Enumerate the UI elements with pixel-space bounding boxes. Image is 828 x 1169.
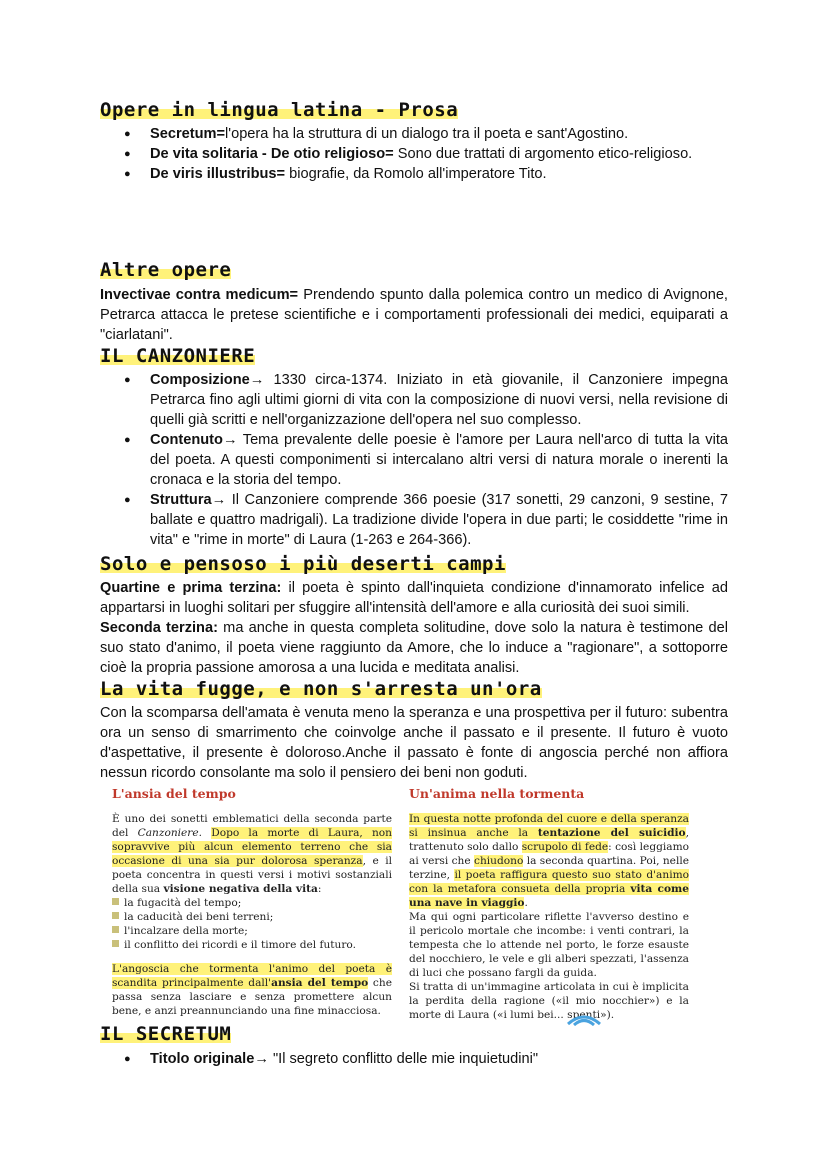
book-excerpt-image [112,786,692,1021]
list-item: ● Titolo originale→ "Il segreto conflitto delle mie inquietudini" [100,1049,740,1069]
canzoniere-list [100,370,728,550]
book-right-paragraph-2: Ma qui ogni particolare riflette l'avverso destino e il pericolo mortale che incombe: i venti contrari, la tempesta che lo attende nel porto, le forze esauste del nocchiero, le vele e gli alberi spezzati, l'assenza di luci che possano fargli da guida. [409,911,689,979]
list-item: ● De viris illustribus= biografie, da Romolo all'imperatore Tito. [100,164,740,184]
heading-canzoniere [100,344,259,368]
heading-altre-opere [100,258,235,282]
solo-pensoso-paragraph-2: Seconda terzina: ma anche in questa completa solitudine, dove solo la natura è testimone del suo stato d'animo, il poeta viene raggiunto da Amore, che lo induce a "ragionare", a sottoporre cioè la propria passione amorosa a una lucida e meditata analisi. [100,620,728,676]
vita-fugge-paragraph: Con la scomparsa dell'amata è venuta meno la speranza e una prospettiva per il futuro: subentra ora un senso di smarrimento che coinvolge anche il passato e il presente. Il futuro è vuoto d'aspettative, il presente è doloroso.Anche il passato è fonte di angoscia perché non affiora nessun ricordo consolante ma solo il pensiero dei beni non goduti. [100,705,728,781]
heading-opere-latine [100,98,462,122]
opere-latine-list [100,124,740,184]
heading-text: Opere in lingua latina - Prosa [100,99,459,121]
square-bullet-icon [112,912,119,919]
square-bullet-icon [112,898,119,905]
secretum-list [100,1049,740,1069]
list-item: ● De vita solitaria - De otio religioso= Sono due trattati di argomento etico-religioso. [100,144,740,164]
book-right-column [409,786,689,1022]
book-left-title: L'ansia del tempo [112,786,236,801]
book-left-column [112,786,392,1018]
heading-secretum [100,1022,235,1046]
list-item: la caducità dei beni terreni; [112,910,392,924]
book-left-list [112,896,392,952]
heading-text: Solo e pensoso i più deserti campi [100,553,506,575]
book-right-paragraph-1: In questa notte profonda del cuore e della speranza si insinua anche la tentazione del suicidio, trattenuto solo dallo scrupolo di fede: così leggiamo ai versi che chiudono la seconda quartina. Poi, nelle terzine, il poeta raffigura questo suo stato d'animo con la metafora consueta della propria vita come una nave in viaggio. [409,813,690,909]
list-item: l'incalzare della morte; [112,924,392,938]
heading-text: IL SECRETUM [100,1023,232,1045]
book-right-title: Un'anima nella tormenta [409,786,585,801]
heading-vita-fugge [100,677,546,701]
heading-text: La vita fugge, e non s'arresta un'ora [100,678,542,700]
heading-solo-pensoso [100,552,510,576]
list-item: ● Secretum=l'opera ha la struttura di un dialogo tra il poeta e sant'Agostino. [100,124,740,144]
list-item: la fugacità del tempo; [112,896,392,910]
list-item: ● Struttura→ Il Canzoniere comprende 366 poesie (317 sonetti, 29 canzoni, 9 sestine, 7 ballate e quattro madrigali). La tradizione divide l'opera in due parti; le cosiddette "rime in vita" e "rime in morte" di Laura (1-263 e 264-366). [100,490,728,550]
square-bullet-icon [112,940,119,947]
heading-text: IL CANZONIERE [100,345,256,367]
solo-pensoso-paragraph-1: Quartine e prima terzina: il poeta è spinto dall'inquieta condizione d'innamorato infelice ad appartarsi in luoghi solitari per sfuggire all'intensità dell'amore e alla curiosità dei suoi simili. [100,580,728,616]
list-item: il conflitto dei ricordi e il timore del futuro. [112,938,392,952]
blue-arc-icon [564,1012,604,1026]
altre-opere-paragraph: Invectivae contra medicum= Prendendo spunto dalla polemica contro un medico di Avignone, Petrarca attacca le pretese scientifiche e i comportamenti professionali dei medici, equiparati a "ciarlatani". [100,287,728,343]
book-left-paragraph-1: È uno dei sonetti emblematici della seconda parte del Canzoniere. Dopo la morte di Laura, non sopravvive più alcun elemento terreno che sia occasione di una sia pur dolorosa speranza, e il poeta concentra in questi versi i motivi sostanziali della sua visione negativa della vita: [112,813,392,895]
list-item: ● Contenuto→ Tema prevalente delle poesie è l'amore per Laura nell'arco di tutta la vita del poeta. A questi componimenti si intercalano altri versi di natura morale o inerenti la cronaca e la storia del tempo. [100,430,728,490]
book-right-paragraph-3: Si tratta di un'immagine articolata in cui è implicita la perdita della ragione («il mio nocchier») e la morte di Laura («i lumi bei... spenti»). [409,981,689,1021]
list-item: ● Composizione→ 1330 circa-1374. Iniziato in età giovanile, il Canzoniere impegna Petrarca fino agli ultimi giorni di vita con la composizione di nuovi versi, nella revisione di quelli già scritti e nell'organizzazione dell'opera nel suo complesso. [100,370,728,430]
book-left-paragraph-2: L'angoscia che tormenta l'animo del poeta è scandita principalmente dall'ansia del tempo che passa senza lasciare e senza promettere alcun bene, e anzi preannunciando una fine minacciosa. [112,963,392,1017]
square-bullet-icon [112,926,119,933]
heading-text: Altre opere [100,259,232,281]
